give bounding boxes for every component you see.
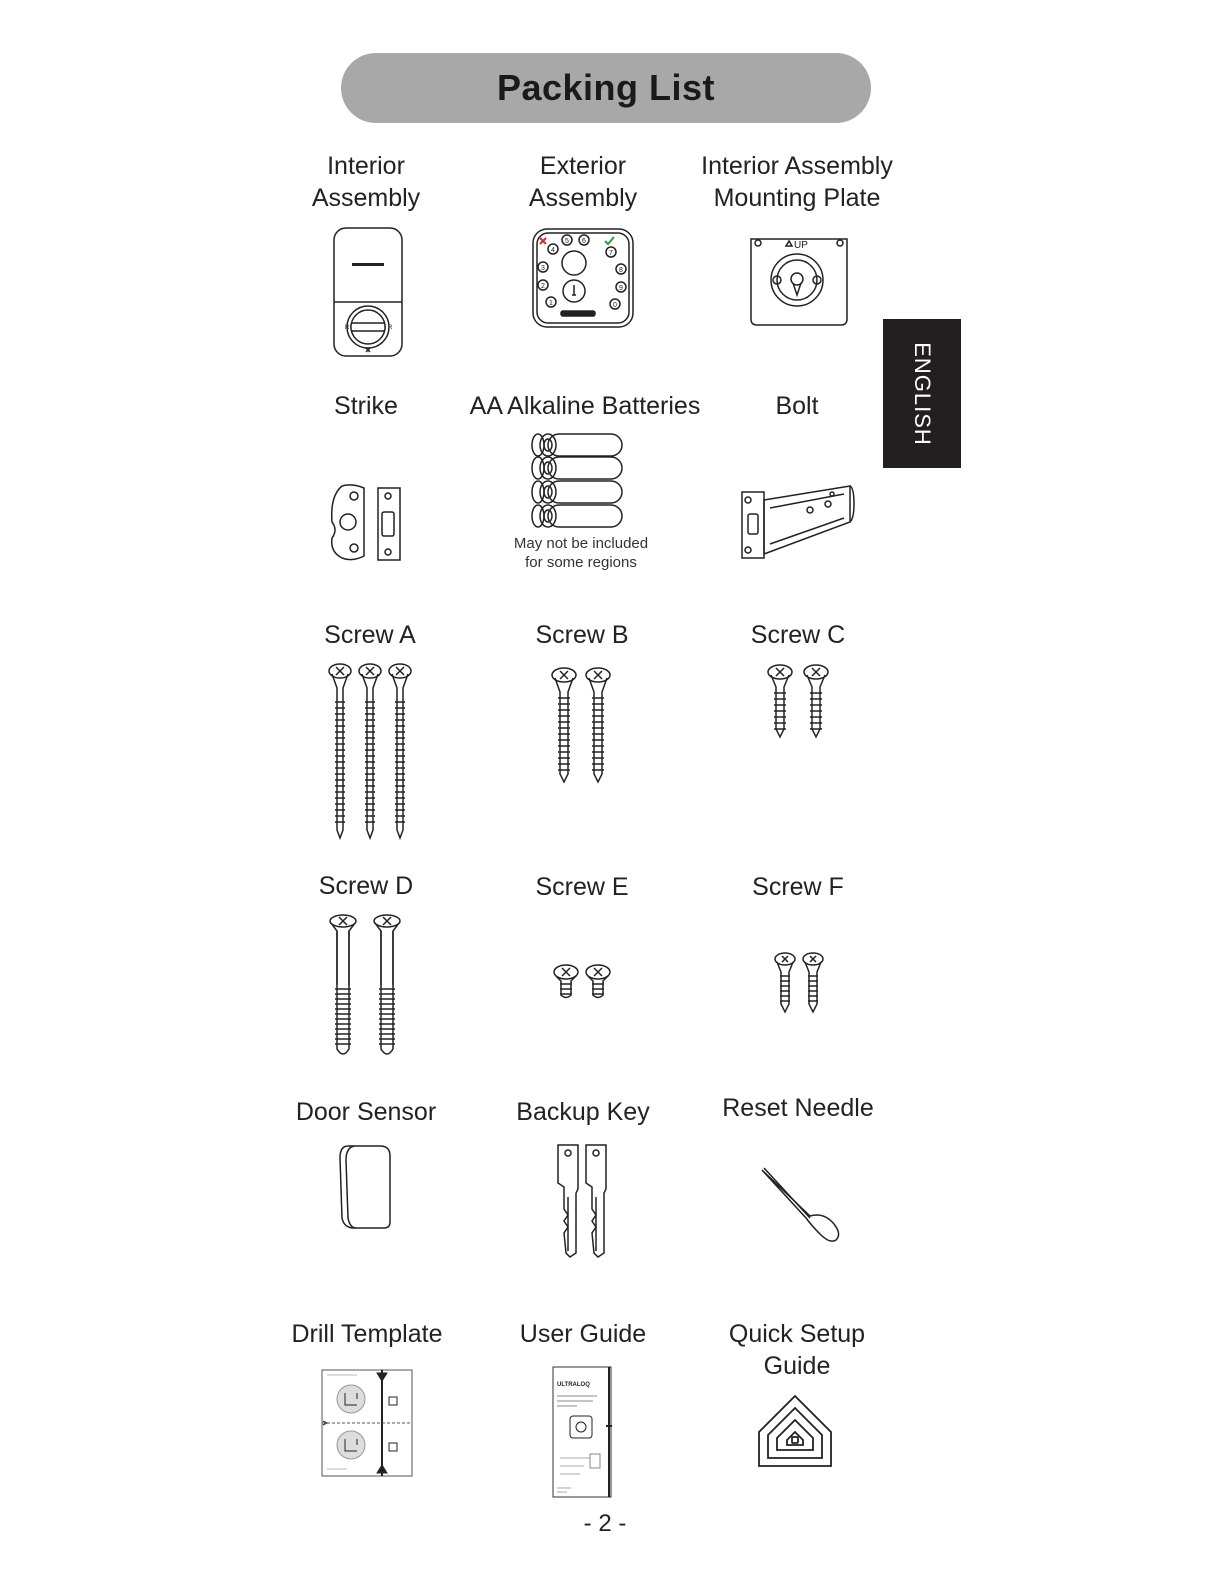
batteries-note: May not be included for some regions — [513, 535, 649, 571]
screw-d-illustration — [327, 913, 411, 1059]
language-tab-label: ENGLISH — [910, 341, 935, 446]
screw-f-illustration — [772, 952, 830, 1016]
label-batteries: AA Alkaline Batteries — [469, 392, 701, 420]
user-guide-illustration — [552, 1366, 614, 1498]
label-mounting-plate: Interior Assembly Mounting Plate — [701, 152, 893, 212]
label-screw-b: Screw B — [535, 621, 629, 649]
door-sensor-illustration — [340, 1142, 394, 1232]
label-interior-assembly: Interior Assembly — [311, 152, 421, 212]
plate-up-marker: UP — [794, 240, 808, 251]
reset-needle-illustration — [758, 1166, 842, 1248]
house-icon — [755, 1392, 835, 1470]
backup-key-illustration — [554, 1141, 612, 1259]
label-user-guide: User Guide — [519, 1320, 647, 1348]
label-screw-d: Screw D — [318, 872, 414, 900]
keypad-digit: 8 — [619, 267, 623, 274]
drill-template-illustration — [321, 1369, 413, 1477]
keypad-digit: 3 — [541, 265, 545, 272]
keypad-digit: 7 — [609, 250, 613, 257]
keypad-digit: 6 — [582, 238, 586, 245]
exterior-assembly-illustration — [531, 227, 635, 329]
keypad-digit: 1 — [549, 300, 553, 307]
label-screw-e: Screw E — [535, 873, 629, 901]
page-title-banner — [341, 53, 871, 123]
label-reset-needle: Reset Needle — [722, 1094, 874, 1122]
screw-c-illustration — [765, 663, 835, 741]
strike-illustration — [330, 482, 410, 564]
keypad-digit: 0 — [613, 302, 617, 309]
label-drill-template: Drill Template — [291, 1320, 443, 1348]
page-number: - 2 - — [583, 1510, 627, 1537]
bolt-illustration — [740, 480, 856, 564]
keypad-digit: 2 — [541, 283, 545, 290]
label-screw-f: Screw F — [752, 873, 844, 901]
label-quick-setup-guide: Quick Setup Guide — [728, 1320, 866, 1380]
screw-b-illustration — [549, 666, 615, 784]
screw-e-illustration — [552, 964, 614, 1002]
label-exterior-assembly: Exterior Assembly — [528, 152, 638, 212]
batteries-illustration — [530, 432, 626, 530]
page-title: Packing List — [496, 67, 716, 108]
label-screw-c: Screw C — [750, 621, 846, 649]
screw-a-illustration — [326, 662, 416, 840]
keypad-digit: 4 — [551, 247, 555, 254]
svg-text:R: R — [345, 325, 350, 331]
interior-assembly-illustration — [332, 226, 404, 358]
label-bolt: Bolt — [775, 392, 819, 420]
user-guide-brand: ULTRALOQ — [557, 1382, 590, 1388]
keypad-digit: 5 — [565, 238, 569, 245]
label-screw-a: Screw A — [324, 621, 416, 649]
label-strike: Strike — [334, 392, 398, 420]
label-backup-key: Backup Key — [516, 1098, 650, 1126]
label-door-sensor: Door Sensor — [295, 1098, 437, 1126]
keypad-digit: 9 — [619, 285, 623, 292]
svg-text:R: R — [388, 325, 393, 331]
mounting-plate-illustration — [749, 235, 849, 327]
